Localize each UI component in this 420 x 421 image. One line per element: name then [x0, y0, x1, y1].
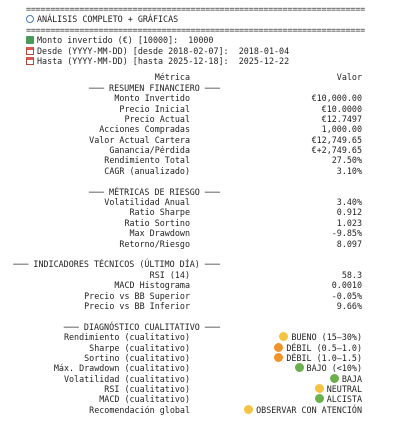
metric-label: Rendimiento (cualitativo) — [63, 332, 190, 343]
input-prompt-label: Hasta (YYYY-MM-DD) [hasta 2025-12-18]: — [37, 55, 239, 66]
table-row — [26, 124, 400, 134]
section-title: ─── DIAGNÓSTICO CUALITATIVO ─── — [63, 321, 220, 332]
separator-rule: ====================================================================== — [26, 24, 365, 35]
status-dot-icon — [315, 384, 324, 393]
section-title: ─── INDICADORES TÉCNICOS (ÚLTIMO DÍA) ─── — [13, 259, 220, 270]
metric-label: Precio Actual — [124, 113, 190, 124]
metric-value: -0.05% — [331, 290, 362, 301]
calendar-icon — [26, 47, 34, 55]
status-text: BAJO (<10%) — [306, 363, 362, 374]
table-row — [26, 166, 400, 176]
metric-value: 58.3 — [341, 269, 362, 280]
input-prompt — [26, 46, 400, 56]
metric-value: 0.912 — [336, 207, 362, 218]
metric-label: Ratio Sortino — [124, 217, 190, 228]
table-row — [26, 291, 400, 301]
metric-value: €10.0000 — [321, 103, 362, 114]
table-row — [26, 218, 400, 228]
metric-label: Precio Inicial — [119, 103, 190, 114]
metric-value: -9.85% — [331, 228, 362, 239]
input-prompt-label: Monto invertido (€) [10000]: — [37, 35, 189, 46]
page-title — [26, 14, 400, 24]
metric-value: 3.10% — [336, 165, 362, 176]
metric-label: Rendimiento Total — [104, 155, 190, 166]
table-row — [26, 207, 400, 217]
metric-value: 1,000.00 — [321, 124, 362, 135]
metric-label: Máx. Drawdown (cualitativo) — [53, 363, 190, 374]
table-row — [26, 405, 400, 415]
status-text: DÉBIL (0.5–1.0) — [286, 342, 362, 353]
status-text: DÉBIL (1.0–1.5) — [286, 352, 362, 363]
terminal-output — [13, 4, 400, 415]
status-dot-icon — [244, 405, 253, 414]
metric-value — [315, 394, 362, 404]
table-row — [26, 343, 400, 353]
metric-label: Precio vs BB Inferior — [84, 300, 190, 311]
input-value: 2025-12-22 — [238, 55, 290, 66]
table-row — [26, 155, 400, 165]
metric-value: 8.097 — [336, 238, 362, 249]
status-text: BUENO (15–30%) — [291, 332, 362, 343]
input-value: 10000 — [188, 35, 214, 46]
input-prompt-label: Desde (YYYY-MM-DD) [desde 2018-02-07]: — [37, 45, 239, 56]
status-dot-icon — [330, 374, 339, 383]
section-header-technical — [13, 259, 400, 270]
metric-value — [274, 353, 362, 363]
table-row — [26, 280, 400, 290]
metric-label: MACD (cualitativo) — [99, 394, 190, 405]
table-row — [26, 114, 400, 124]
metric-value: 1.023 — [336, 217, 362, 228]
status-dot-icon — [315, 394, 324, 403]
status-text: NEUTRAL — [326, 384, 362, 395]
input-prompt — [26, 56, 400, 66]
section-header-financial — [26, 83, 400, 93]
metric-value: 0.0010 — [331, 280, 362, 291]
metric-value: €+2,749.65 — [311, 145, 362, 156]
status-text: OBSERVAR CON ATENCIÓN — [256, 404, 362, 415]
blank-line — [26, 176, 400, 186]
metric-value: €12.7497 — [321, 113, 362, 124]
section-title: ─── MÉTRICAS DE RIESGO ─── — [88, 186, 220, 197]
metric-value — [244, 405, 362, 415]
metric-label: Ratio Sharpe — [129, 207, 190, 218]
page-title-text: ANÁLISIS COMPLETO + GRÁFICAS — [37, 14, 179, 25]
table-row — [26, 384, 400, 394]
metric-value — [274, 343, 362, 353]
metric-value: €12,749.65 — [311, 134, 362, 145]
table-row — [26, 353, 400, 363]
metric-label: RSI (cualitativo) — [104, 384, 190, 395]
section-title: ─── RESUMEN FINANCIERO ─── — [88, 82, 220, 93]
metric-label: Volatilidad (cualitativo) — [63, 373, 190, 384]
metric-label: Monto Invertido — [114, 93, 190, 104]
magnifier-icon — [26, 15, 34, 23]
metric-value: 27.50% — [331, 155, 362, 166]
status-text: ALCISTA — [326, 394, 362, 405]
metric-value: €10,000.00 — [311, 93, 362, 104]
metric-label: Precio vs BB Superior — [84, 290, 190, 301]
table-row — [26, 363, 400, 373]
status-dot-icon — [274, 343, 283, 352]
metric-label: Acciones Compradas — [99, 124, 190, 135]
table-row — [26, 239, 400, 249]
table-row — [26, 93, 400, 103]
metric-value: 3.40% — [336, 197, 362, 208]
column-header-metric: Métrica — [154, 72, 190, 83]
metric-label: Sharpe (cualitativo) — [89, 342, 190, 353]
metric-value — [295, 363, 362, 373]
table-row — [26, 394, 400, 404]
table-row — [26, 301, 400, 311]
blank-line — [26, 311, 400, 321]
metric-label: CAGR (anualizado) — [104, 165, 190, 176]
metric-label: Valor Actual Cartera — [89, 134, 190, 145]
column-header-value: Valor — [336, 72, 362, 83]
status-text: BAJA — [341, 373, 362, 384]
table-row — [26, 228, 400, 238]
metric-label: RSI (14) — [149, 269, 190, 280]
blank-line — [26, 249, 400, 259]
table-row — [26, 135, 400, 145]
status-dot-icon — [279, 332, 288, 341]
metric-label: Ganancia/Pérdida — [109, 145, 190, 156]
metric-label: Max Drawdown — [129, 228, 190, 239]
metric-value: 9.66% — [336, 300, 362, 311]
input-prompt — [26, 35, 400, 45]
metric-label: Volatilidad Anual — [104, 197, 190, 208]
table-row — [26, 270, 400, 280]
table-row — [26, 104, 400, 114]
status-dot-icon — [274, 353, 283, 362]
table-row — [26, 332, 400, 342]
separator-rule: ====================================================================== — [26, 4, 365, 14]
status-dot-icon — [295, 363, 304, 372]
metric-value — [315, 384, 362, 394]
section-header-qualitative — [26, 322, 400, 332]
table-row — [26, 197, 400, 207]
metric-label: Sortino (cualitativo) — [84, 352, 190, 363]
metric-label: Retorno/Riesgo — [119, 238, 190, 249]
calendar-icon — [26, 57, 34, 65]
table-row — [26, 145, 400, 155]
table-header — [26, 72, 400, 82]
table-row — [26, 374, 400, 384]
metric-value — [279, 332, 362, 342]
input-value: 2018-01-04 — [238, 45, 290, 56]
section-header-risk — [26, 187, 400, 197]
metric-label: Recomendación global — [89, 404, 190, 415]
money-icon — [26, 36, 34, 44]
metric-value — [330, 374, 362, 384]
metric-label: MACD Histograma — [114, 280, 190, 291]
